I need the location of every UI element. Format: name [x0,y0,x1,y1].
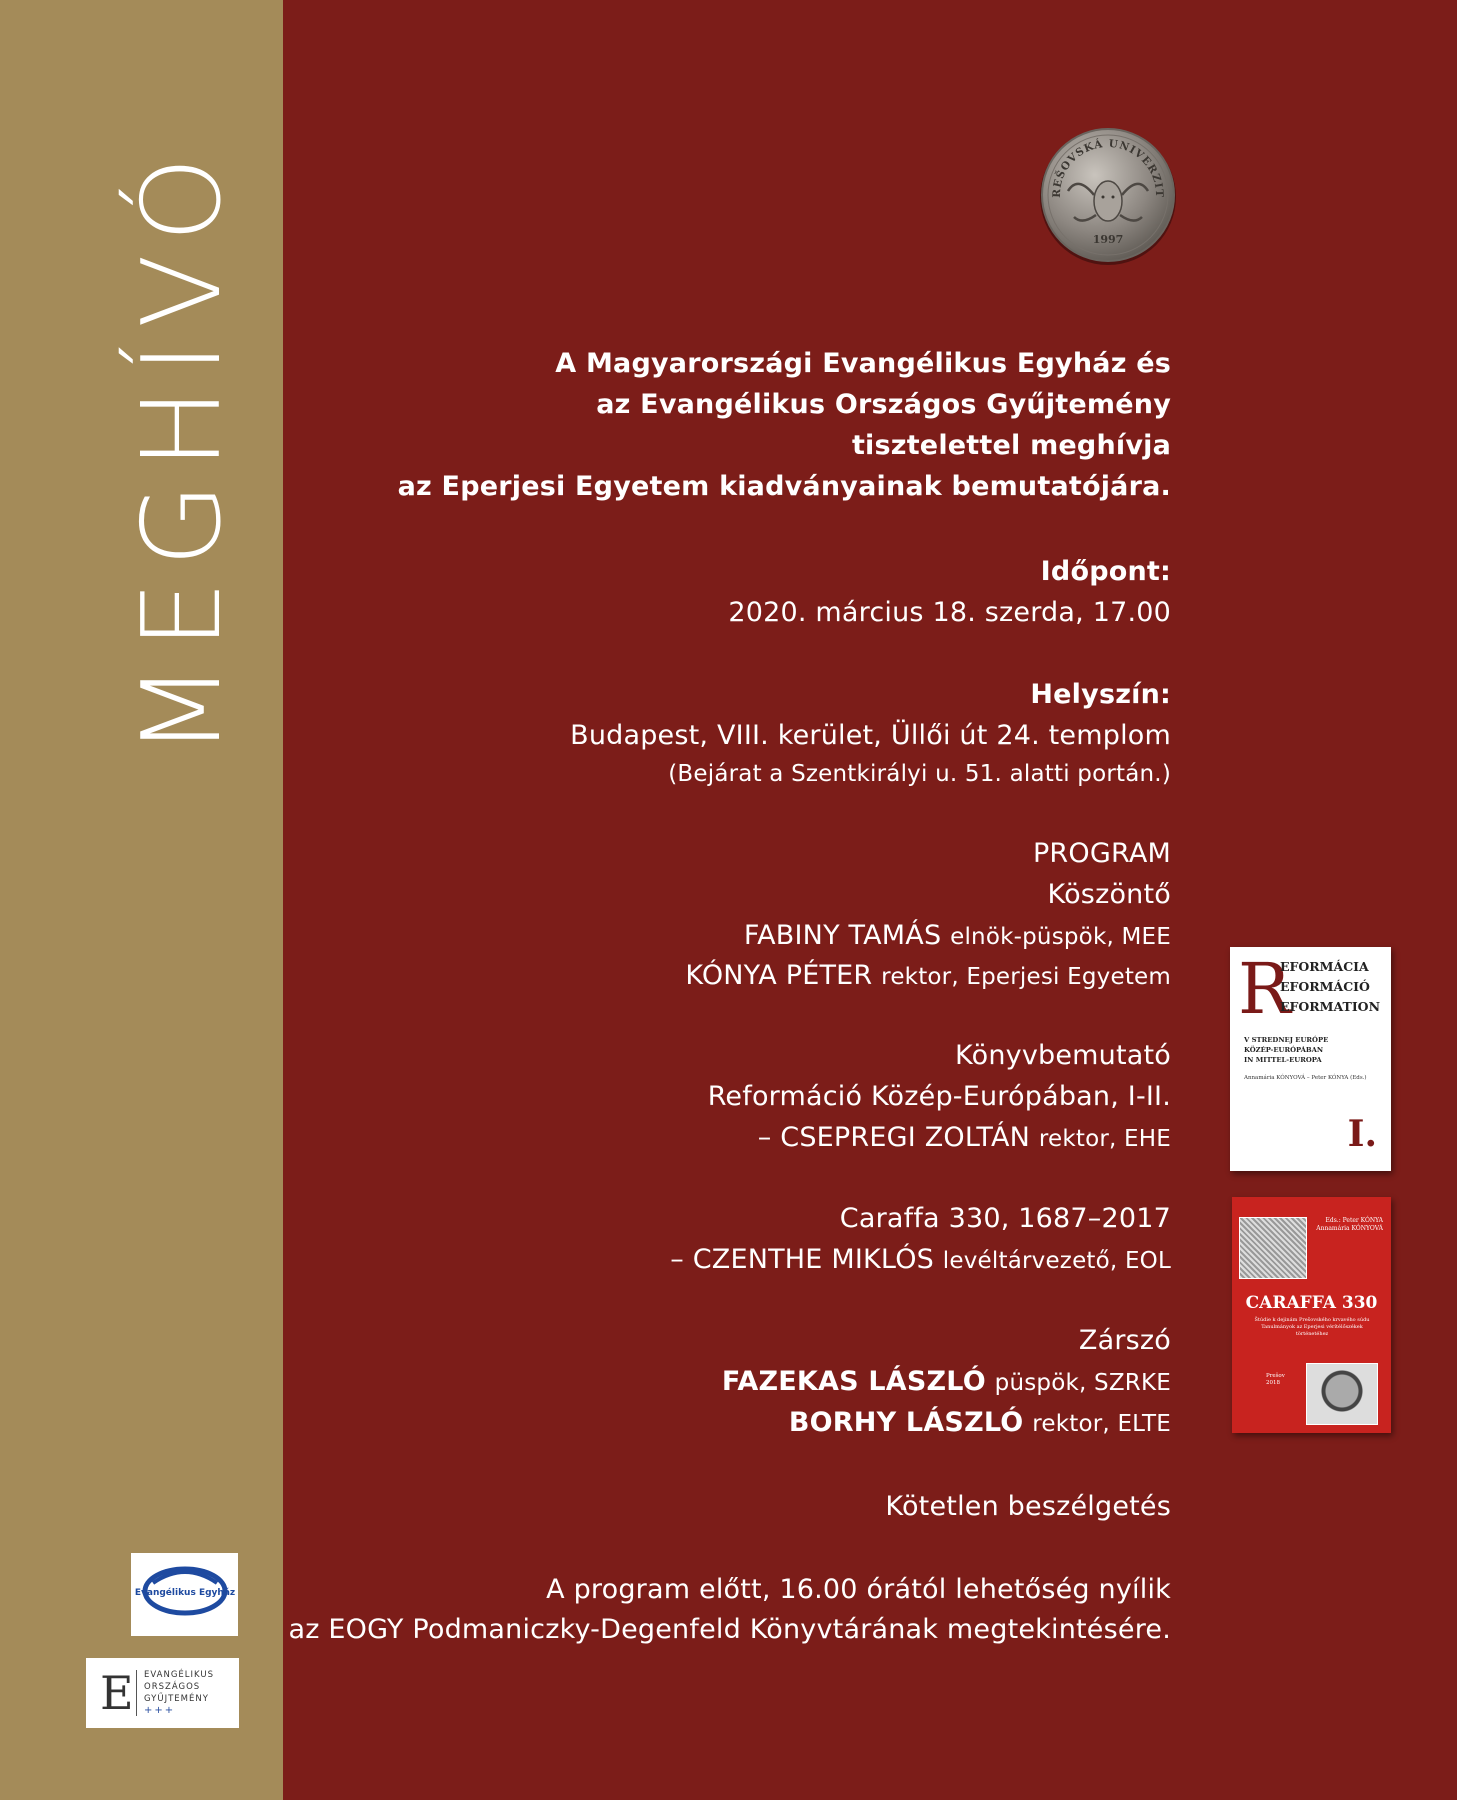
intro-line-2: az Evangélikus Országos Gyűjtemény [596,389,1171,420]
speaker-role: elnök-püspök, MEE [950,924,1171,950]
cover-word: EFORMATION [1280,999,1380,1014]
cover-word: EFORMÁCIA [1280,959,1369,974]
cover-engraving-image [1239,1217,1307,1279]
eogy-divider [136,1670,137,1716]
presenter-row [670,1243,1171,1278]
cover-big-letter: R [1238,948,1291,1030]
presenter-name: CZENTHE MIKLÓS [692,1244,934,1275]
book-cover-caraffa [1232,1197,1391,1433]
footer-line-1: A program előtt, 16.00 órától lehetőség nyílik [546,1574,1171,1605]
eogy-line-3: GYŰJTEMÉNY [144,1694,209,1704]
eogy-line-1: EVANGÉLIKUS [144,1670,214,1680]
cover-subtitle-line: KÖZÉP-EURÓPÁBAN [1244,1046,1324,1054]
cover-publisher [1266,1373,1285,1387]
cover-portrait-image [1306,1363,1378,1425]
cover-publisher-line: 2018 [1266,1380,1280,1386]
place-label: Helyszín: [1030,679,1171,710]
speaker-role: rektor, ELTE [1032,1411,1171,1437]
program-heading: PROGRAM [1032,838,1171,869]
welcome-label: Köszöntő [1047,879,1171,910]
speaker-row [744,919,1171,954]
cover-authors: Annamária KÓNYOVÁ – Peter KÓNYA (Eds.) [1244,1075,1367,1081]
speaker-role: püspök, SZRKE [994,1370,1171,1396]
book1-title: Reformáció Közép-Európában, I-II. [707,1081,1171,1112]
cover-editors [1316,1217,1383,1233]
time-value: 2020. március 18. szerda, 17.00 [728,597,1171,628]
fish-logo-icon [131,1553,238,1636]
cover-editor: Eds.: Peter KÓNYA [1325,1217,1383,1224]
cover-editor: Annamária KÓNYOVÁ [1316,1225,1383,1232]
medal-year: 1997 [1092,233,1124,246]
informal-discussion: Kötetlen beszélgetés [885,1491,1171,1522]
speaker-name: KÓNYA PÉTER [685,960,873,991]
cover-title-words [1280,957,1380,1017]
presenter-name: CSEPREGI ZOLTÁN [780,1122,1031,1153]
presenter-prefix: – [670,1244,693,1275]
vertical-title-wrap [118,140,248,760]
sidebar [0,0,283,1800]
time-label: Időpont: [1040,556,1171,587]
speaker-name: FABINY TAMÁS [743,920,942,951]
intro-line-3: tisztelettel meghívja [851,430,1171,461]
mee-logo [131,1553,238,1636]
eogy-crosses: +++ [144,1705,176,1716]
speaker-row [685,959,1171,994]
medal-icon [1038,125,1178,265]
cover-subtitle-line: IN MITTEL-EUROPA [1244,1056,1322,1064]
cover-subtitle: Štúdie k dejinám Prešovského krvavého súdu Tanulmányok az Eperjesi vérítélőszékek történetéhez [1254,1317,1370,1337]
cover-subtitle [1244,1035,1384,1065]
cover-word: EFORMÁCIÓ [1280,979,1370,994]
speaker-name: FAZEKAS LÁSZLÓ [721,1366,986,1397]
book2-title: Caraffa 330, 1687–2017 [839,1203,1171,1234]
university-medal [1038,125,1178,265]
intro-line-1: A Magyarországi Evangélikus Egyház és [555,348,1171,379]
footer-line-2: az EOGY Podmaniczky-Degenfeld Könyvtárának megtekintésére. [288,1614,1171,1645]
intro-line-4: az Eperjesi Egyetem kiadványainak bemutatójára. [397,471,1171,502]
closing-label: Zárszó [1078,1325,1171,1356]
eogy-line-2: ORSZÁGOS [144,1682,201,1692]
medal-inscription: REŠOVSKÁ UNIVERZIT [1050,137,1166,199]
cover-subtitle-line: V STREDNEJ EURÓPE [1244,1036,1329,1044]
speaker-row [722,1365,1171,1400]
book-cover-reformacio [1230,947,1391,1171]
presenter-role: levéltárvezető, EOL [942,1248,1171,1274]
speaker-role: rektor, Eperjesi Egyetem [881,964,1171,990]
speaker-name: BORHY LÁSZLÓ [788,1407,1024,1438]
cover-publisher-line: Prešov [1266,1373,1285,1379]
cover-title: CARAFFA 330 [1245,1293,1378,1313]
invitation-title: MEGHÍVÓ [120,143,245,757]
eogy-logo [86,1658,239,1728]
presenter-prefix: – [757,1122,781,1153]
speaker-row [789,1406,1171,1441]
eogy-letter: E [100,1666,134,1720]
books-label: Könyvbemutató [955,1040,1171,1071]
presenter-role: rektor, EHE [1038,1126,1171,1152]
mee-logo-text: Evangélikus Egyház [134,1588,236,1598]
presenter-row [758,1121,1171,1156]
place-value: Budapest, VIII. kerület, Üllői út 24. templom [570,720,1171,751]
cover-volume: I. [1347,1113,1377,1155]
place-note: (Bejárat a Szentkirályi u. 51. alatti portán.) [668,761,1171,787]
